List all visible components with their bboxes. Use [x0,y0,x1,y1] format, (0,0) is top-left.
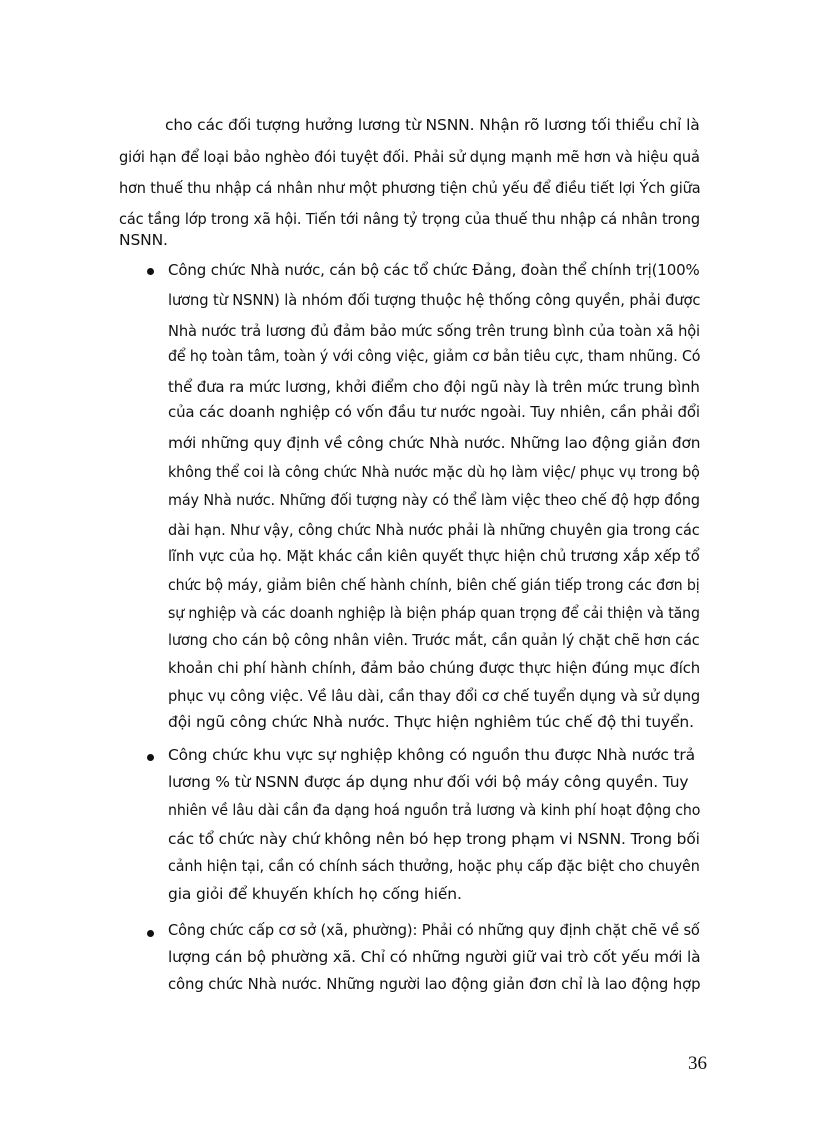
bullet-line: của các doanh nghiệp có vốn đầu tư nước ngoài. Tuy nhiên, cần phải đổi [168,403,700,421]
bullet-icon [147,930,154,937]
bullet-line: Công chức cấp cơ sở (xã, phường): Phải có những quy định chặt chẽ về số [168,921,700,939]
bullet-line: công chức Nhà nước. Những người lao động giản đơn chỉ là lao động hợp [168,975,701,993]
intro-line: cho các đối tượng hưởng lương từ NSNN. Nhận rõ lương tối thiểu chỉ là [165,116,700,134]
bullet-line: không thể coi là công chức Nhà nước mặc dù họ làm việc/ phục vụ trong bộ [168,463,700,481]
bullet-line: lương % từ NSNN được áp dụng như đối với bộ máy công quyền. Tuy [168,773,689,791]
bullet-line: lương cho cán bộ công nhân viên. Trước mắt, cần quản lý chặt chẽ hơn các [168,631,700,649]
intro-line: NSNN. [119,231,168,249]
bullet-line: phục vụ công việc. Về lâu dài, cần thay đổi cơ chế tuyển dụng và sử dụng [168,687,701,705]
bullet-icon [147,268,154,275]
bullet-line: lĩnh vực của họ. Mặt khác cần kiên quyết thực hiện chủ trương xắp xếp tổ [168,547,700,565]
bullet-line: mới những quy định về công chức Nhà nước. Những lao động giản đơn [168,434,701,452]
bullet-line: lượng cán bộ phường xã. Chỉ có những người giữ vai trò cốt yếu mới là [168,948,701,966]
bullet-line: lương từ NSNN) là nhóm đối tượng thuộc hệ thống công quyền, phải được [168,291,701,309]
bullet-line: sự nghiệp và các doanh nghiệp là biện pháp quan trọng để cải thiện và tăng [168,604,700,622]
bullet-line: Công chức Nhà nước, cán bộ các tổ chức Đảng, đoàn thể chính trị(100% [168,261,700,279]
bullet-line: máy Nhà nước. Những đối tượng này có thể làm việc theo chế độ hợp đồng [168,491,700,509]
bullet-line: khoản chi phí hành chính, đảm bảo chúng được thực hiện đúng mục đích [168,659,701,677]
bullet-line: dài hạn. Như vậy, công chức Nhà nước phải là những chuyên gia trong các [168,521,700,539]
bullet-line: chức bộ máy, giảm biên chế hành chính, biên chế gián tiếp trong các đơn bị [168,576,700,594]
bullet-line: đội ngũ công chức Nhà nước. Thực hiện nghiêm túc chế độ thi tuyển. [168,713,694,731]
intro-line: hơn thuế thu nhập cá nhân như một phương tiện chủ yếu để điều tiết lợi Ých giữa [119,179,701,197]
intro-line: các tầng lớp trong xã hội. Tiến tới nâng tỷ trọng của thuế thu nhập cá nhân trong [119,210,700,228]
intro-line: giới hạn để loại bảo nghèo đói tuyệt đối. Phải sử dụng mạnh mẽ hơn và hiệu quả [119,148,700,166]
bullet-line: Công chức khu vực sự nghiệp không có nguồn thu được Nhà nước trả [168,746,695,764]
bullet-line: nhiên về lâu dài cần đa dạng hoá nguồn trả lương và kinh phí hoạt động cho [168,801,701,819]
bullet-icon [147,754,154,761]
bullet-line: để họ toàn tâm, toàn ý với công việc, giảm cơ bản tiêu cực, tham nhũng. Có [168,347,701,365]
page-number: 36 [688,1053,707,1074]
bullet-line: các tổ chức này chứ không nên bó hẹp trong phạm vi NSNN. Trong bối [168,830,700,848]
bullet-line: thể đưa ra mức lương, khởi điểm cho đội ngũ này là trên mức trung bình [168,378,700,396]
bullet-line: Nhà nước trả lương đủ đảm bảo mức sống trên trung bình của toàn xã hội [168,322,700,340]
bullet-line: gia giỏi để khuyến khích họ cống hiến. [168,885,462,903]
bullet-line: cảnh hiện tại, cần có chính sách thưởng, hoặc phụ cấp đặc biệt cho chuyên [168,857,700,875]
